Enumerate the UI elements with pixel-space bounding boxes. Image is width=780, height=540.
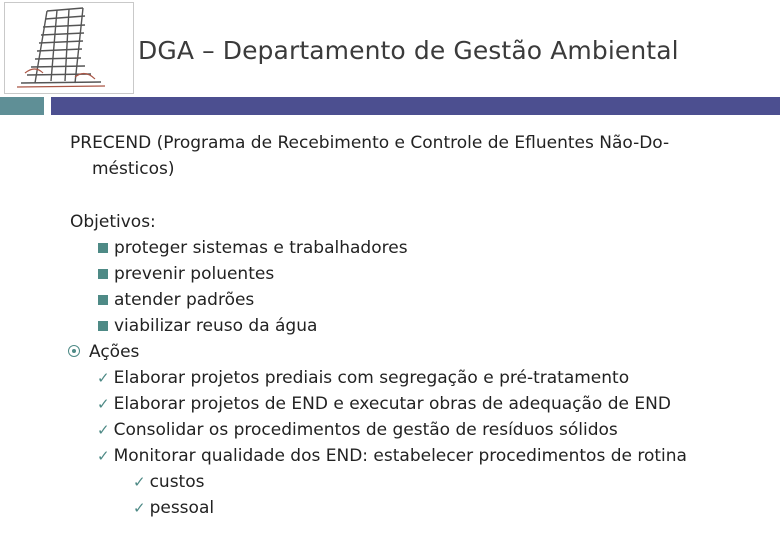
objectives-label: Objetivos: (70, 212, 156, 232)
action-text: Elaborar projetos prediais com segregação e pré-tratamento (113, 368, 630, 388)
check-icon: ✓ (97, 447, 110, 465)
square-bullet-icon (98, 243, 108, 253)
objective-text: prevenir poluentes (114, 264, 275, 284)
list-item (70, 443, 750, 469)
check-icon: ✓ (97, 369, 110, 387)
check-icon: ✓ (97, 421, 110, 439)
action-text: Elaborar projetos de END e executar obras de adequação de END (113, 394, 671, 414)
square-bullet-icon (98, 321, 108, 331)
check-icon: ✓ (97, 395, 110, 413)
list-item (70, 495, 750, 521)
check-icon: ✓ (133, 473, 146, 491)
header-accent-bar-right (51, 97, 780, 115)
action-text: Monitorar qualidade dos END: estabelecer procedimentos de rotina (113, 446, 687, 466)
sub-action-text: custos (149, 472, 205, 492)
action-text: Consolidar os procedimentos de gestão de resíduos sólidos (113, 420, 618, 440)
sub-action-text: pessoal (149, 498, 215, 518)
program-heading-line2: mésticos) (92, 159, 175, 179)
objective-text: viabilizar reuso da água (114, 316, 318, 336)
check-icon: ✓ (133, 499, 146, 517)
square-bullet-icon (98, 269, 108, 279)
header-accent-bar-left (0, 97, 44, 115)
page-title: DGA – Departamento de Gestão Ambiental (138, 36, 679, 65)
target-bullet-icon (68, 345, 80, 357)
list-item (70, 391, 750, 417)
building-sketch-icon (5, 3, 133, 93)
list-item (70, 469, 750, 495)
actions-label-row (70, 339, 750, 365)
program-heading (70, 130, 750, 182)
slide-content (70, 130, 750, 521)
list-item (70, 313, 750, 339)
list-item (70, 365, 750, 391)
list-item (70, 287, 750, 313)
building-logo-image (4, 2, 134, 94)
objective-text: proteger sistemas e trabalhadores (114, 238, 408, 258)
actions-label: Ações (89, 342, 140, 362)
list-item (70, 235, 750, 261)
list-item (70, 417, 750, 443)
objective-text: atender padrões (114, 290, 255, 310)
program-heading-line1: PRECEND (Programa de Recebimento e Controle de Efluentes Não-Do- (70, 133, 670, 153)
square-bullet-icon (98, 295, 108, 305)
list-item (70, 261, 750, 287)
